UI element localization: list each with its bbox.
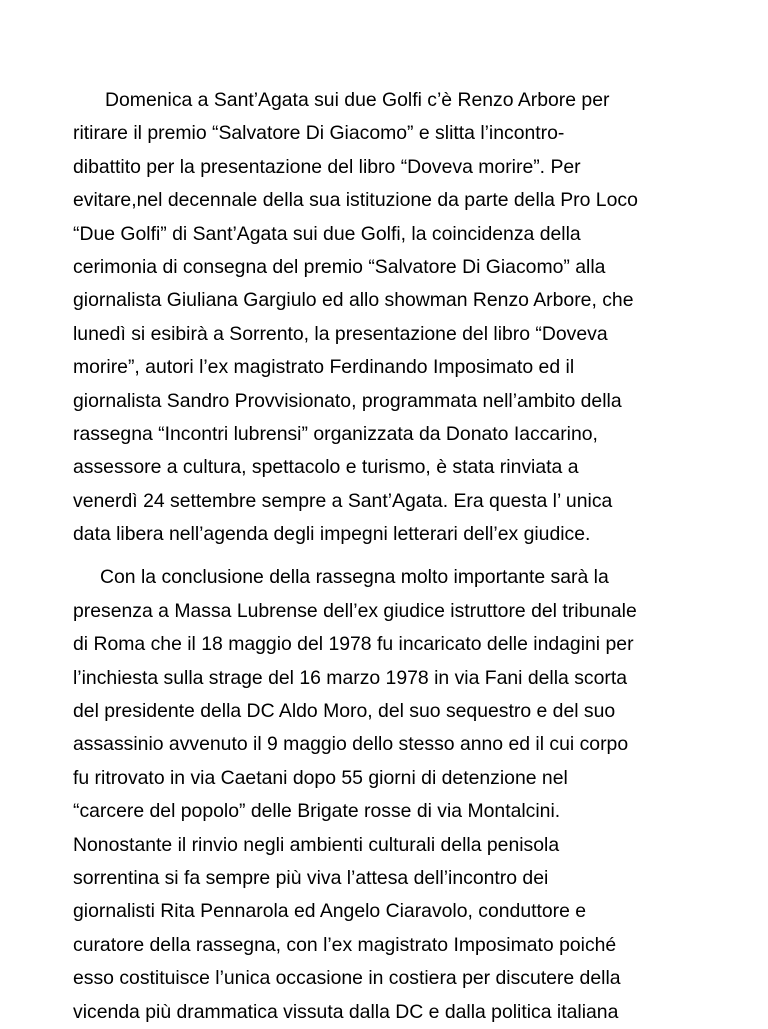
text-line: Con la conclusione della rassegna molto importante sarà la: [100, 566, 609, 589]
text-line: assessore a cultura, spettacolo e turismo, è stata rinviata a: [73, 456, 579, 479]
text-line: “Due Golfi” di Sant’Agata sui due Golfi, la coincidenza della: [73, 222, 581, 245]
text-line: “carcere del popolo” delle Brigate rosse di via Montalcini.: [73, 800, 561, 823]
text-line: morire”, autori l’ex magistrato Ferdinando Imposimato ed il: [73, 356, 575, 379]
text-line: giornalisti Rita Pennarola ed Angelo Ciaravolo, conduttore e: [73, 900, 587, 923]
text-line: fu ritrovato in via Caetani dopo 55 giorni di detenzione nel: [73, 766, 568, 789]
text-line: venerdì 24 settembre sempre a Sant’Agata. Era questa l’ unica: [73, 489, 613, 512]
text-line: di Roma che il 18 maggio del 1978 fu incaricato delle indagini per: [73, 633, 634, 656]
document-page: [73, 84, 703, 1029]
text-line: curatore della rassegna, con l’ex magistrato Imposimato poiché: [73, 933, 617, 956]
text-line: Domenica a Sant’Agata sui due Golfi c’è Renzo Arbore per: [105, 89, 610, 111]
text-line: Nonostante il rinvio negli ambienti culturali della penisola: [73, 833, 560, 856]
text-line: vicenda più drammatica vissuta dalla DC e dalla politica italiana: [73, 1000, 619, 1023]
text-line: ritirare il premio “Salvatore Di Giacomo” e slitta l’incontro-: [73, 122, 565, 145]
text-line: rassegna “Incontri lubrensi” organizzata da Donato Iaccarino,: [73, 422, 598, 445]
text-line: giornalista Giuliana Gargiulo ed allo showman Renzo Arbore, che: [73, 289, 634, 312]
text-line: presenza a Massa Lubrense dell’ex giudice istruttore del tribunale: [73, 599, 637, 622]
text-line: esso costituisce l’unica occasione in costiera per discutere della: [73, 967, 621, 990]
text-line: dibattito per la presentazione del libro “Doveva morire”. Per: [73, 155, 581, 178]
text-line: giornalista Sandro Provvisionato, programmata nell’ambito della: [73, 389, 622, 412]
text-line: cerimonia di consegna del premio “Salvatore Di Giacomo” alla: [73, 255, 606, 278]
text-line: lunedì si esibirà a Sorrento, la presentazione del libro “Doveva: [73, 322, 608, 345]
text-line: sorrentina si fa sempre più viva l’attesa dell’incontro dei: [73, 866, 549, 889]
paragraph-1: [73, 84, 703, 551]
text-line: data libera nell’agenda degli impegni letterari dell’ex giudice.: [73, 523, 591, 546]
text-line: l’inchiesta sulla strage del 16 marzo 1978 in via Fani della scorta: [73, 666, 628, 689]
text-line: del presidente della DC Aldo Moro, del suo sequestro e del suo: [73, 700, 616, 723]
text-line: evitare,nel decennale della sua istituzione da parte della Pro Loco: [73, 189, 638, 212]
text-line: assassinio avvenuto il 9 maggio dello stesso anno ed il cui corpo: [73, 733, 629, 756]
paragraph-2: [73, 561, 703, 1028]
